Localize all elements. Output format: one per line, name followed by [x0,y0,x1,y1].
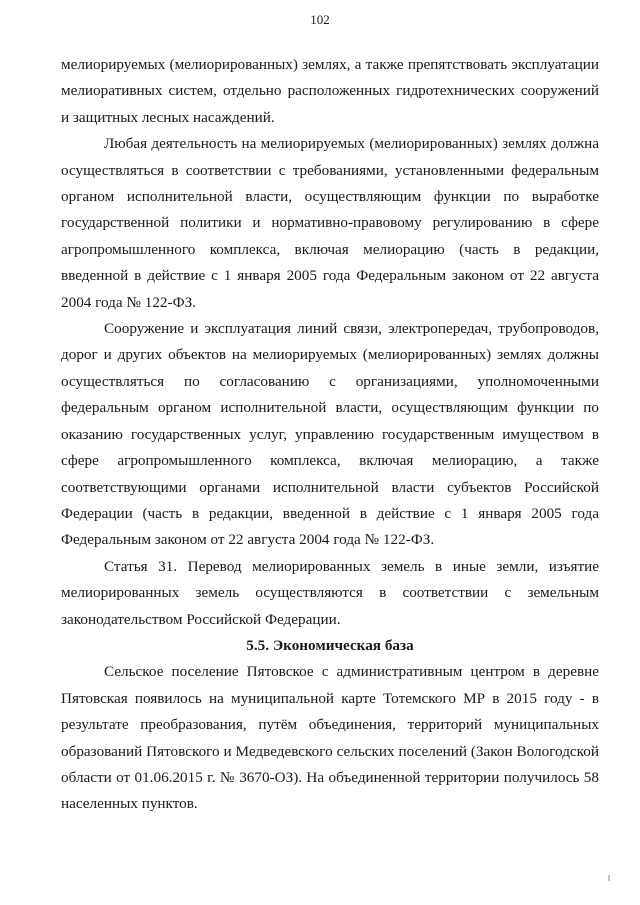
paragraph-economic-base: Сельское поселение Пятовское с административным центром в деревне Пятовская появилось на муниципальной карте Тотемского МР в 2015 году - в результате преобразования, путём объединения, территорий муниципальных образований Пятовского и Медведевского сельских поселений (Закон Вологодской области от 01.06.2015 г. № 3670-ОЗ). На объединенной территории получилось 58 населенных пунктов. [61,663,599,813]
page-body [61,52,599,818]
paragraph-construction-operation: Сооружение и эксплуатация линий связи, электропередач, трубопроводов, дорог и других объектов на мелиорируемых (мелиорированных) землях должны осуществляться по согласованию с организациями, уполномоченными федеральным органом исполнительной власти, осуществляющим функции по оказанию государственных услуг, управлению государственным имуществом в сфере агропромышленного комплекса, включая мелиорацию, а также соответствующими органами исполнительной власти субъектов Российской Федерации (часть в редакции, введенной в действие с 1 января 2005 года Федеральным законом от 22 августа 2004 года № 122-ФЗ. [61,320,599,549]
scan-speck [608,875,610,881]
paragraph-continuation: мелиорируемых (мелиорированных) землях, а также препятствовать эксплуатации мелиоративных систем, отдельно расположенных гидротехнических сооружений и защитных лесных насаждений. [61,56,599,126]
paragraph-activity-requirements: Любая деятельность на мелиорируемых (мелиорированных) землях должна осуществляться в соответствии с требованиями, установленными федеральным органом исполнительной власти, осуществляющим функции по выработке государственной политики и нормативно-правовому регулированию в сфере агропромышленного комплекса, включая мелиорацию (часть в редакции, введенной в действие с 1 января 2005 года Федеральным законом от 22 августа 2004 года № 122-ФЗ. [61,135,599,311]
paragraph-article-31: Статья 31. Перевод мелиорированных земель в иные земли, изъятие мелиорированных земель осуществляются в соответствии с земельным законодательством Российской Федерации. [61,557,599,628]
page-number: 102 [310,12,330,27]
section-heading: 5.5. Экономическая база [246,636,414,654]
